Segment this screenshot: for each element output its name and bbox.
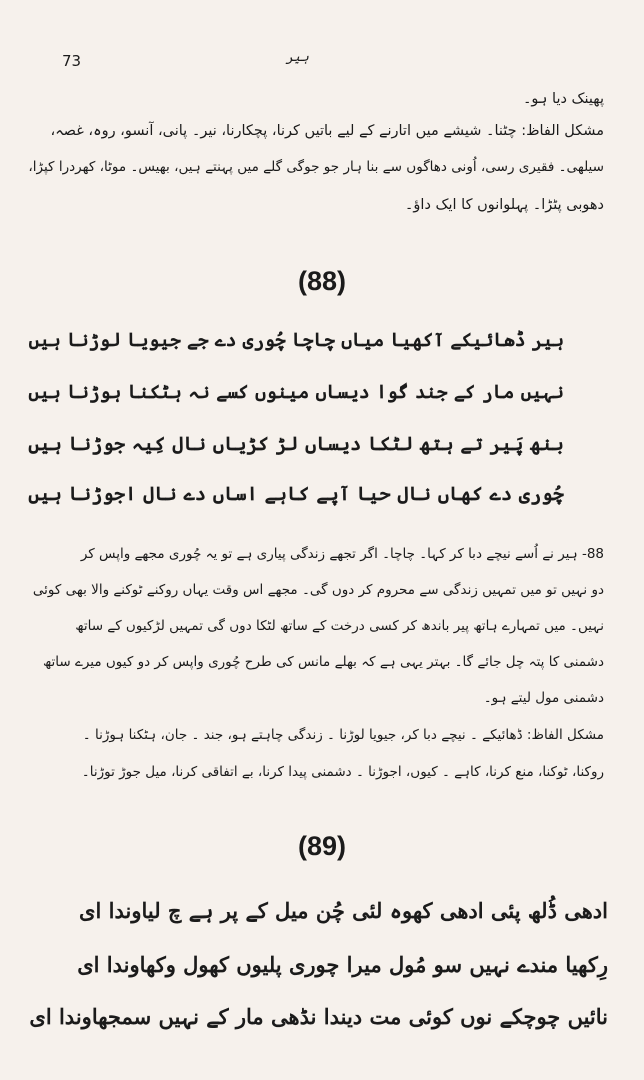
note-line: پھینک دیا ہو۔ <box>522 91 604 107</box>
note-line: دھوبی پٹڑا۔ پہلوانوں کا ایک داؤ۔ <box>404 197 604 213</box>
verse-line: ادھی ڈُلھ پئی ادھی کھوہ لئی چُن میل کے پر ہے چ لیاوندا ای <box>79 898 608 923</box>
page-number: 73 <box>62 52 82 70</box>
verse-number: (89) <box>297 831 346 861</box>
glossary-line: مشکل الفاظ: ڈھائیکے ۔ نیچے دبا کر، جیویا لوڑنا ۔ زندگی چاہتے ہو، جند ۔ جان، ہٹکنا ہوڑنا ۔ <box>82 727 604 743</box>
running-header: ہیر <box>286 50 309 65</box>
verse-line: ہیر ڈھائیکے آکھیا میاں چاچا چُوری دے جے جیویا لوڑنا ہیں <box>28 330 564 351</box>
note-line: مشکل الفاظ: چٹنا۔ شیشے میں اتارنے کے لیے باتیں کرنا، پچکارنا، نیر۔ پانی، آنسو، روہ، غصہ، <box>50 123 604 139</box>
note-line: سیلھی۔ فقیری رسی، اُونی دھاگوں سے بنا ہار جو جوگی گلے میں پہنتے ہیں، بھیس۔ موٹا، کھردرا کپڑا، <box>28 159 604 175</box>
verse-line: رِکھیا مندے نہیں سو مُول میرا چوری پلیوں کھول وکھاوندا ای <box>77 952 608 977</box>
glossary-line: روکنا، ٹوکنا، منع کرنا، کاہے ۔ کیوں، اجوڑنا ۔ دشمنی پیدا کرنا، بے اتفاقی کرنا، میل جوڑ توڑنا۔ <box>81 764 604 780</box>
translation-line: دو نہیں تو میں تمہیں زندگی سے محروم کر دوں گی۔ مجھے اس وقت یہاں روکنے ٹوکنے والا بھی کوئی <box>32 582 604 598</box>
verse-line: نائیں چوچکے نوں کوئی مت دیندا نڈھی مار کے نہیں سمجھاوندا ای <box>29 1004 608 1029</box>
verse-number: (88) <box>297 266 346 296</box>
translation-line: 88- ہیر نے اُسے نیچے دبا کر کہا۔ چاچا۔ اگر تجھے زندگی پیاری ہے تو یہ چُوری مجھے واپس کر <box>80 546 604 562</box>
translation-line: نہیں۔ میں تمہارے ہاتھ پیر باندھ کر کسی درخت کے ساتھ لٹکا دوں گی تمہیں لڑکیوں کے ساتھ <box>75 618 604 634</box>
translation-line: دشمنی مول لیتے ہو۔ <box>483 690 604 706</box>
verse-line: نہیں مار کے جند گوا دیساں مینوں کسے نہ ہٹکنا ہوڑنا ہیں <box>28 382 564 403</box>
translation-line: دشمنی کا پتہ چل جائے گا۔ بہتر یہی ہے کہ بھلے مانس کی طرح چُوری واپس کر دو کیوں میرے ساتھ <box>42 654 604 670</box>
verse-line: چُوری دے کھاں نال حیا آپے کاہے اساں دے نال اجوڑنا ہیں <box>28 482 564 505</box>
verse-line: بنھ پَیر تے ہتھ لٹکا دیساں لڑ کڑیاں نال کِیہ جوڑنا ہیں <box>28 432 564 455</box>
